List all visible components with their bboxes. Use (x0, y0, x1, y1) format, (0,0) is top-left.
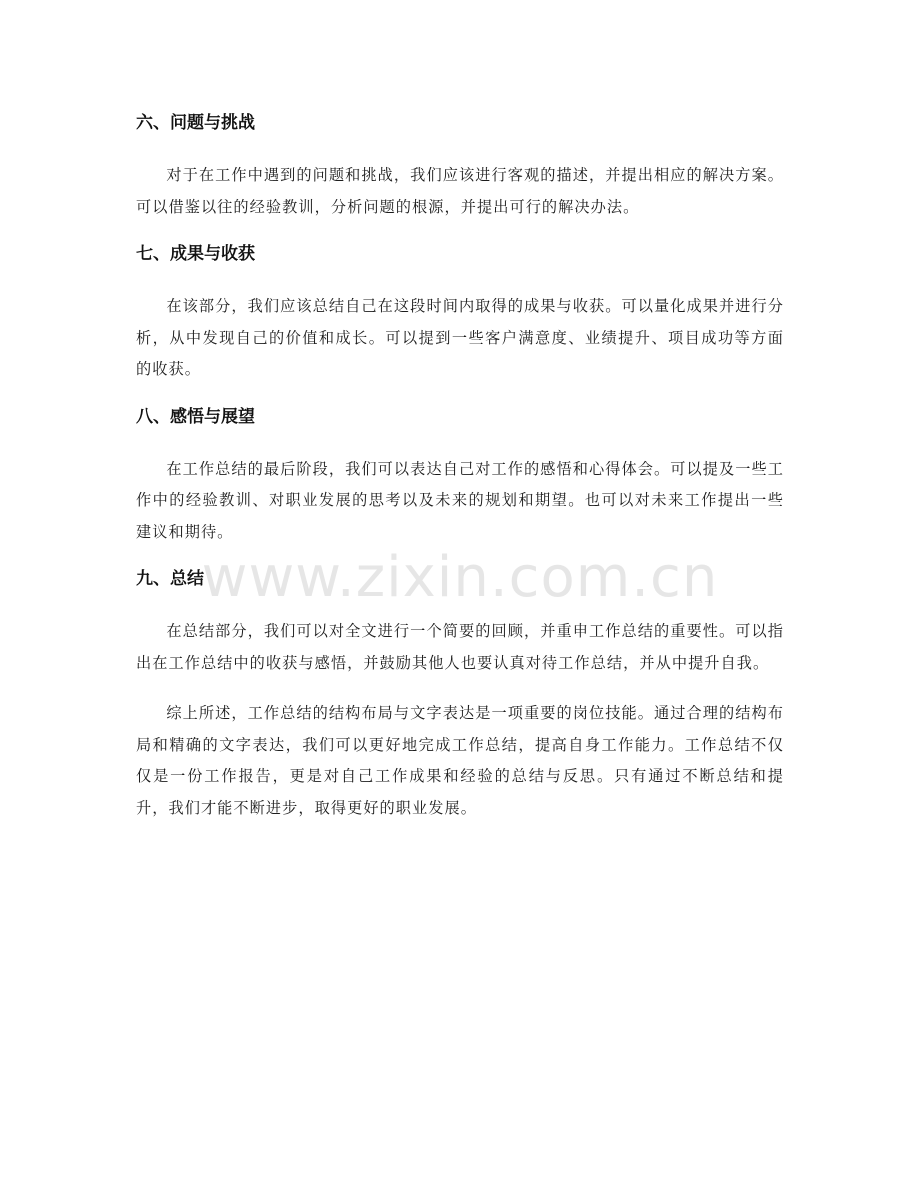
section-7-paragraph-1: 在该部分，我们应该总结自己在这段时间内取得的成果与收获。可以量化成果并进行分析，从中发现自己的价值和成长。可以提到一些客户满意度、业绩提升、项目成功等方面的收获。 (136, 297, 784, 378)
section-6-paragraph-1: 对于在工作中遇到的问题和挑战，我们应该进行客观的描述，并提出相应的解决方案。可以借鉴以往的经验教训，分析问题的根源，并提出可行的解决办法。 (136, 166, 784, 216)
section-heading-9: 九、总结 (136, 569, 204, 589)
section-heading-7: 七、成果与收获 (136, 244, 255, 264)
section-8-paragraph-1: 在工作总结的最后阶段，我们可以表达自己对工作的感悟和心得体会。可以提及一些工作中的经验教训、对职业发展的思考以及未来的规划和期望。也可以对未来工作提出一些建议和期待。 (136, 459, 784, 541)
conclusion-paragraph: 综上所述，工作总结的结构布局与文字表达是一项重要的岗位技能。通过合理的结构布局和精确的文字表达，我们可以更好地完成工作总结，提高自身工作能力。工作总结不仅仅是一份工作报告，更是对自己工作成果和经验的总结与反思。只有通过不断总结和提升，我们才能不断进步，取得更好的职业发展。 (136, 704, 784, 817)
section-heading-6: 六、问题与挑战 (136, 113, 255, 133)
section-heading-8: 八、感悟与展望 (136, 406, 255, 427)
document-body (136, 107, 784, 824)
section-9-paragraph-1: 在总结部分，我们可以对全文进行一个简要的回顾，并重申工作总结的重要性。可以指出在工作总结中的收获与感悟，并鼓励其他人也要认真对待工作总结，并从中提升自我。 (136, 622, 784, 672)
watermark-text: www.zixin.com.cn (201, 545, 719, 610)
